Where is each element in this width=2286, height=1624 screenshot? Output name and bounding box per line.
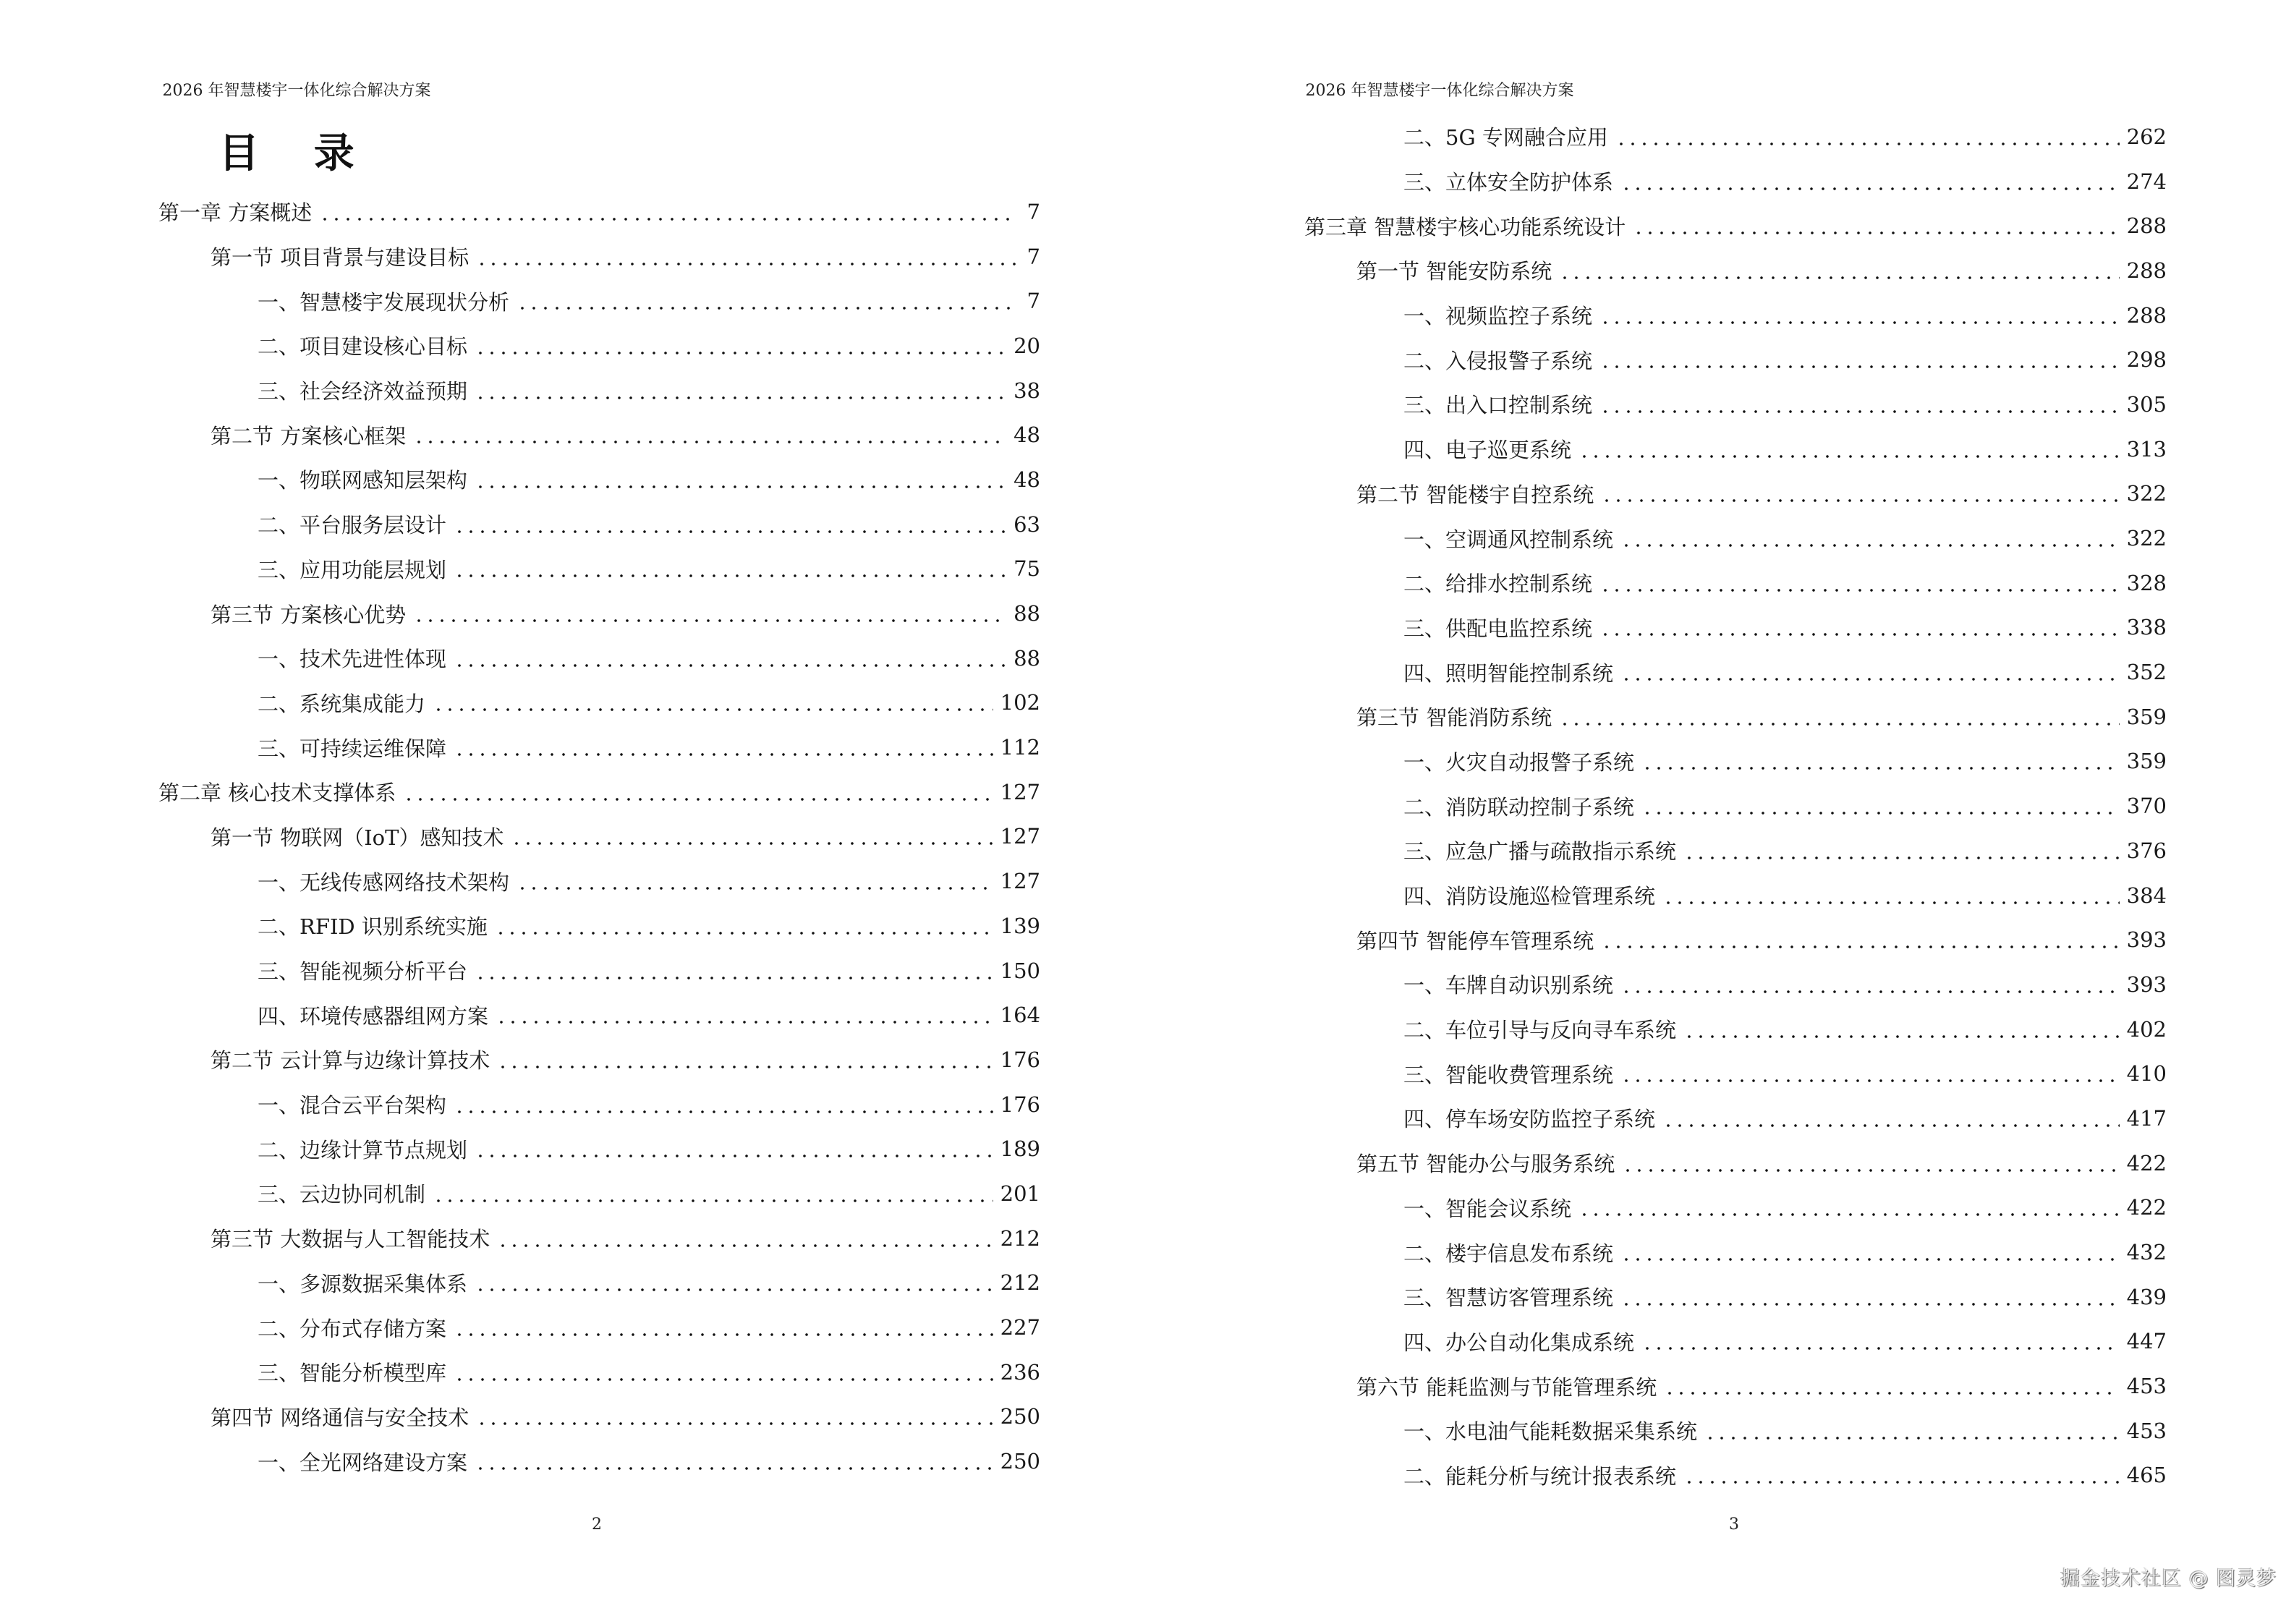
toc-entry-page: 75 — [1014, 556, 1040, 582]
toc-entry-label: 第一节 智能安防系统 — [1356, 255, 1556, 285]
dot-leader — [454, 566, 1006, 587]
toc-entry-page: 465 — [2126, 1463, 2167, 1488]
toc-item[interactable] — [1304, 561, 2167, 605]
dot-leader — [517, 878, 993, 899]
dot-leader — [1601, 490, 2119, 511]
toc-entry-page: 393 — [2126, 927, 2167, 953]
toc-entry-label: 二、项目建设核心目标 — [258, 331, 472, 360]
dot-leader — [475, 1458, 993, 1479]
dot-leader — [1620, 1249, 2120, 1270]
toc-item[interactable] — [158, 636, 1040, 681]
watermark: 掘金技术社区 @ 图灵梦 — [2060, 1568, 2277, 1590]
toc-entry-label: 二、系统集成能力 — [258, 688, 430, 718]
toc-entry-label: 第三章 智慧楼宇核心功能系统设计 — [1304, 211, 1630, 241]
dot-leader — [475, 387, 1006, 408]
toc-entry-label: 三、应用功能层规划 — [258, 554, 451, 584]
toc-entry-page: 370 — [2126, 794, 2167, 819]
toc-entry-page: 359 — [2126, 704, 2167, 729]
toc-section[interactable] — [158, 815, 1040, 859]
toc-entry-page: 150 — [1000, 958, 1040, 983]
toc-entry-label: 一、水电油气能耗数据采集系统 — [1403, 1416, 1701, 1445]
running-header: 2026 年智慧楼宇一体化综合解决方案 — [162, 82, 431, 100]
dot-leader — [454, 744, 993, 765]
toc-section[interactable] — [1304, 1364, 2167, 1408]
toc-item[interactable] — [1304, 1186, 2167, 1230]
dot-leader — [1578, 446, 2120, 467]
toc-item[interactable] — [1304, 382, 2167, 427]
toc-entry-page: 262 — [2126, 124, 2167, 149]
right-page — [1143, 0, 2286, 1624]
dot-leader — [433, 700, 993, 720]
toc-entry-label: 二、消防联动控制子系统 — [1403, 791, 1639, 821]
toc-entry-label: 三、智能分析模型库 — [258, 1357, 451, 1387]
toc-entry-label: 一、物联网感知层架构 — [258, 464, 472, 494]
toc-entry-page: 212 — [1000, 1270, 1040, 1296]
toc-entry-page: 410 — [2126, 1061, 2167, 1087]
toc-entry-page: 250 — [1000, 1449, 1040, 1474]
toc-entry-page: 417 — [2126, 1105, 2167, 1131]
toc-item[interactable] — [158, 279, 1040, 323]
dot-leader — [433, 1190, 993, 1211]
toc-item[interactable] — [158, 1439, 1040, 1484]
toc-entry-page: 127 — [1000, 869, 1040, 894]
toc-entry-page: 139 — [1000, 913, 1040, 938]
toc-entry-label: 四、环境传感器组网方案 — [258, 1000, 493, 1030]
toc-item[interactable] — [1304, 1007, 2167, 1052]
toc-entry-page: 422 — [2126, 1195, 2167, 1220]
dot-leader — [1599, 312, 2120, 333]
dot-leader — [1615, 133, 2120, 154]
toc-item[interactable] — [1304, 739, 2167, 784]
toc-entry-label: 一、车牌自动识别系统 — [1403, 969, 1618, 999]
dot-leader — [1620, 178, 2120, 199]
toc-entry-label: 四、电子巡更系统 — [1403, 434, 1576, 464]
toc-item[interactable] — [1304, 605, 2167, 650]
toc-entry-label: 三、应急广播与疏散指示系统 — [1403, 836, 1680, 865]
dot-leader — [1620, 1071, 2120, 1092]
toc-item[interactable] — [1304, 114, 2167, 159]
toc-entry-page: 432 — [2126, 1240, 2167, 1265]
toc-entry-page: 189 — [1000, 1136, 1040, 1162]
toc-entry-label: 一、智慧楼宇发展现状分析 — [258, 286, 514, 316]
toc-chapter[interactable] — [1304, 203, 2167, 248]
toc-entry-page: 212 — [1000, 1225, 1040, 1251]
dot-leader — [454, 655, 1006, 676]
toc-entry-page: 112 — [1000, 735, 1040, 760]
dot-leader — [1622, 1160, 2119, 1181]
toc-entry-page: 7 — [1027, 199, 1040, 224]
dot-leader — [1641, 758, 2120, 779]
toc-entry-page: 227 — [1000, 1315, 1040, 1340]
toc-item[interactable] — [158, 1082, 1040, 1127]
dot-leader — [1664, 1383, 2119, 1404]
toc-entry-page: 453 — [2126, 1418, 2167, 1443]
toc-item[interactable] — [158, 992, 1040, 1037]
toc-item[interactable] — [158, 502, 1040, 547]
toc-entry-label: 二、边缘计算节点规划 — [258, 1134, 472, 1164]
toc-entry-page: 439 — [2126, 1284, 2167, 1309]
toc-item[interactable] — [1304, 1230, 2167, 1275]
toc-item[interactable] — [158, 948, 1040, 993]
dot-leader — [1559, 267, 2119, 288]
toc-entry-label: 四、停车场安防监控子系统 — [1403, 1103, 1660, 1133]
toc-entry-label: 第三节 方案核心优势 — [211, 599, 410, 629]
toc-entry-label: 第一节 项目背景与建设目标 — [211, 242, 473, 271]
toc-section[interactable] — [158, 1216, 1040, 1261]
toc-entry-page: 384 — [2126, 883, 2167, 908]
toc-entry-page: 359 — [2126, 749, 2167, 774]
toc-section[interactable] — [1304, 1141, 2167, 1186]
dot-leader — [1601, 937, 2119, 958]
dot-leader — [511, 833, 993, 854]
toc-entry-label: 三、社会经济效益预期 — [258, 375, 472, 405]
toc-entry-label: 三、云边协同机制 — [258, 1178, 430, 1208]
toc-title: 目 录 — [218, 129, 375, 177]
dot-leader — [454, 1101, 993, 1122]
dot-leader — [1599, 357, 2120, 378]
toc-item[interactable] — [158, 1171, 1040, 1216]
toc-entry-label: 三、智慧访客管理系统 — [1403, 1282, 1618, 1311]
toc-entry-page: 164 — [1000, 1003, 1040, 1028]
toc-entry-page: 88 — [1014, 601, 1040, 626]
dot-leader — [1683, 1472, 2120, 1493]
toc-entry-label: 第六节 能耗监测与节能管理系统 — [1356, 1372, 1661, 1401]
toc-entry-page: 20 — [1014, 333, 1040, 358]
dot-leader — [454, 521, 1006, 542]
toc-section[interactable] — [1304, 472, 2167, 516]
toc-item[interactable] — [1304, 873, 2167, 918]
toc-entry-page: 48 — [1014, 422, 1040, 448]
dot-leader — [476, 253, 1016, 274]
toc-entry-page: 402 — [2126, 1016, 2167, 1042]
dot-leader — [319, 208, 1016, 229]
toc-entry-page: 393 — [2126, 972, 2167, 997]
toc-entry-label: 第四节 网络通信与安全技术 — [211, 1402, 473, 1432]
toc-entry-label: 三、可持续运维保障 — [258, 733, 451, 762]
toc-entry-label: 一、空调通风控制系统 — [1403, 524, 1618, 553]
toc-chapter[interactable] — [158, 770, 1040, 815]
toc-entry-page: 127 — [1000, 824, 1040, 849]
toc-item[interactable] — [1304, 159, 2167, 204]
dot-leader — [1704, 1427, 2120, 1448]
toc-item[interactable] — [1304, 427, 2167, 472]
page-number: 2 — [592, 1515, 602, 1534]
dot-leader — [454, 1369, 993, 1390]
toc-entry-page: 422 — [2126, 1150, 2167, 1176]
toc-entry-label: 一、技术先进性体现 — [258, 643, 451, 673]
toc-entry-label: 三、出入口控制系统 — [1403, 389, 1597, 419]
toc-entry-label: 一、火灾自动报警子系统 — [1403, 747, 1639, 776]
toc-entry-page: 7 — [1027, 289, 1040, 314]
toc-section[interactable] — [158, 591, 1040, 636]
toc-item[interactable] — [1304, 650, 2167, 694]
dot-leader — [497, 1056, 993, 1077]
toc-entry-page: 176 — [1000, 1092, 1040, 1117]
dot-leader — [475, 342, 1006, 363]
toc-entry-label: 四、办公自动化集成系统 — [1403, 1327, 1639, 1356]
toc-entry-label: 二、RFID 识别系统实施 — [258, 911, 492, 940]
dot-leader — [403, 788, 993, 809]
toc-entry-page: 274 — [2126, 169, 2167, 194]
toc-entry-label: 第三节 智能消防系统 — [1356, 702, 1556, 731]
dot-leader — [413, 611, 1006, 632]
toc-entry-page: 322 — [2126, 481, 2167, 506]
toc-entry-page: 352 — [2126, 660, 2167, 685]
toc-item[interactable] — [1304, 293, 2167, 338]
toc-section[interactable] — [1304, 694, 2167, 739]
toc-entry-page: 447 — [2126, 1329, 2167, 1354]
dot-leader — [1641, 1338, 2120, 1359]
toc-entry-label: 四、照明智能控制系统 — [1403, 658, 1618, 687]
dot-leader — [495, 922, 993, 943]
toc-entry-label: 第二章 核心技术支撑体系 — [158, 777, 400, 807]
toc-entry-label: 二、平台服务层设计 — [258, 509, 451, 539]
toc-section[interactable] — [1304, 917, 2167, 962]
toc-entry-page: 305 — [2126, 391, 2167, 417]
toc-entry-page: 176 — [1000, 1047, 1040, 1072]
toc-entry-page: 298 — [2126, 347, 2167, 373]
toc-item[interactable] — [158, 904, 1040, 948]
toc-entry-page: 328 — [2126, 570, 2167, 595]
dot-leader — [1662, 892, 2120, 913]
toc-entry-label: 二、5G 专网融合应用 — [1403, 122, 1612, 151]
dot-leader — [1559, 713, 2119, 734]
dot-leader — [454, 1325, 993, 1345]
toc-item[interactable] — [1304, 1051, 2167, 1096]
toc-entry-page: 288 — [2126, 302, 2167, 328]
toc-section[interactable] — [1304, 248, 2167, 293]
toc-item[interactable] — [158, 681, 1040, 726]
toc-section[interactable] — [158, 412, 1040, 457]
toc-entry-page: 250 — [1000, 1404, 1040, 1429]
toc-entry-page: 313 — [2126, 436, 2167, 462]
dot-leader — [1599, 579, 2120, 600]
dot-leader — [475, 1146, 993, 1167]
toc-item[interactable] — [158, 323, 1040, 368]
toc-entry-label: 第四节 智能停车管理系统 — [1356, 925, 1598, 955]
toc-entry-label: 三、智能视频分析平台 — [258, 956, 472, 985]
toc-entry-label: 二、入侵报警子系统 — [1403, 345, 1597, 375]
dot-leader — [475, 1280, 993, 1301]
dot-leader — [1599, 624, 2120, 645]
toc-entry-label: 一、全光网络建设方案 — [258, 1447, 472, 1476]
toc-entry-page: 7 — [1027, 244, 1040, 269]
dot-leader — [475, 967, 993, 988]
dot-leader — [475, 476, 1006, 497]
toc-entry-label: 二、楼宇信息发布系统 — [1403, 1238, 1618, 1267]
toc-item[interactable] — [1304, 337, 2167, 382]
toc-entry-label: 一、混合云平台架构 — [258, 1089, 451, 1119]
toc-entry-label: 第五节 智能办公与服务系统 — [1356, 1148, 1619, 1178]
toc-entry-page: 63 — [1014, 511, 1040, 537]
toc-item[interactable] — [158, 725, 1040, 770]
toc-entry-label: 二、给排水控制系统 — [1403, 568, 1597, 598]
toc-entry-page: 338 — [2126, 615, 2167, 640]
toc-entry-page: 288 — [2126, 213, 2167, 239]
dot-leader — [1620, 981, 2120, 1002]
toc-item[interactable] — [1304, 1408, 2167, 1453]
dot-leader — [1578, 1204, 2120, 1225]
toc-item[interactable] — [1304, 783, 2167, 828]
dot-leader — [517, 298, 1016, 319]
dot-leader — [1599, 401, 2120, 422]
toc-entry-label: 三、智能收费管理系统 — [1403, 1059, 1618, 1089]
toc-entry-label: 第一章 方案概述 — [158, 197, 316, 226]
toc-entry-page: 201 — [1000, 1181, 1040, 1206]
toc-item[interactable] — [158, 1350, 1040, 1395]
toc-item[interactable] — [158, 1305, 1040, 1350]
dot-leader — [1620, 535, 2120, 556]
toc-item[interactable] — [1304, 1096, 2167, 1141]
toc-item[interactable] — [1304, 1453, 2167, 1498]
dot-leader — [476, 1413, 993, 1434]
toc-entry-label: 第三节 大数据与人工智能技术 — [211, 1223, 494, 1253]
toc-item[interactable] — [1304, 828, 2167, 873]
dot-leader — [1662, 1115, 2120, 1136]
toc-entry-page: 38 — [1014, 378, 1040, 403]
toc-entry-label: 一、智能会议系统 — [1403, 1193, 1576, 1223]
toc-entry-label: 一、视频监控子系统 — [1403, 300, 1597, 330]
dot-leader — [496, 1012, 993, 1033]
toc-entry-label: 二、车位引导与反向寻车系统 — [1403, 1014, 1680, 1044]
dot-leader — [1620, 669, 2120, 690]
dot-leader — [413, 432, 1006, 453]
toc-item[interactable] — [158, 1261, 1040, 1306]
toc-item[interactable] — [158, 1126, 1040, 1171]
toc-chapter[interactable] — [158, 190, 1040, 234]
toc-item[interactable] — [1304, 516, 2167, 561]
toc-entry-page: 102 — [1000, 690, 1040, 715]
toc-entry-label: 二、能耗分析与统计报表系统 — [1403, 1461, 1680, 1490]
page-number: 3 — [1729, 1515, 1739, 1534]
toc-entry-page: 88 — [1014, 645, 1040, 671]
toc-entry-page: 288 — [2126, 258, 2167, 283]
running-header: 2026 年智慧楼宇一体化综合解决方案 — [1305, 82, 1574, 100]
dot-leader — [1633, 223, 2119, 244]
toc-item[interactable] — [1304, 1275, 2167, 1319]
toc-entry-label: 第二节 智能楼宇自控系统 — [1356, 479, 1598, 509]
toc-entry-label: 第一节 物联网（IoT）感知技术 — [211, 822, 508, 851]
toc-entry-page: 453 — [2126, 1374, 2167, 1399]
toc-section[interactable] — [158, 234, 1040, 279]
toc-entry-label: 二、分布式存储方案 — [258, 1313, 451, 1343]
toc-entry-page: 127 — [1000, 779, 1040, 804]
dot-leader — [1683, 1026, 2120, 1047]
toc-entry-label: 一、多源数据采集体系 — [258, 1268, 472, 1298]
toc-entry-label: 四、消防设施巡检管理系统 — [1403, 880, 1660, 910]
toc-item[interactable] — [158, 859, 1040, 904]
toc-item[interactable] — [158, 457, 1040, 502]
toc-item[interactable] — [158, 368, 1040, 413]
toc-entry-page: 322 — [2126, 526, 2167, 551]
toc-entry-label: 一、无线传感网络技术架构 — [258, 867, 514, 896]
dot-leader — [1683, 847, 2120, 868]
toc-entry-label: 三、立体安全防护体系 — [1403, 166, 1618, 196]
toc-entry-page: 48 — [1014, 467, 1040, 492]
toc-entry-label: 第二节 云计算与边缘计算技术 — [211, 1045, 494, 1074]
toc-section[interactable] — [158, 1037, 1040, 1082]
toc-list — [1304, 114, 2167, 1497]
toc-entry-page: 376 — [2126, 838, 2167, 863]
toc-item[interactable] — [1304, 1319, 2167, 1364]
toc-list — [158, 190, 1040, 1484]
dot-leader — [497, 1235, 993, 1256]
toc-section[interactable] — [158, 1395, 1040, 1440]
toc-entry-label: 三、供配电监控系统 — [1403, 613, 1597, 642]
dot-leader — [1641, 803, 2120, 824]
toc-item[interactable] — [158, 547, 1040, 592]
toc-entry-label: 第二节 方案核心框架 — [211, 420, 410, 450]
toc-item[interactable] — [1304, 962, 2167, 1007]
dot-leader — [1620, 1293, 2120, 1314]
toc-entry-page: 236 — [1000, 1359, 1040, 1385]
